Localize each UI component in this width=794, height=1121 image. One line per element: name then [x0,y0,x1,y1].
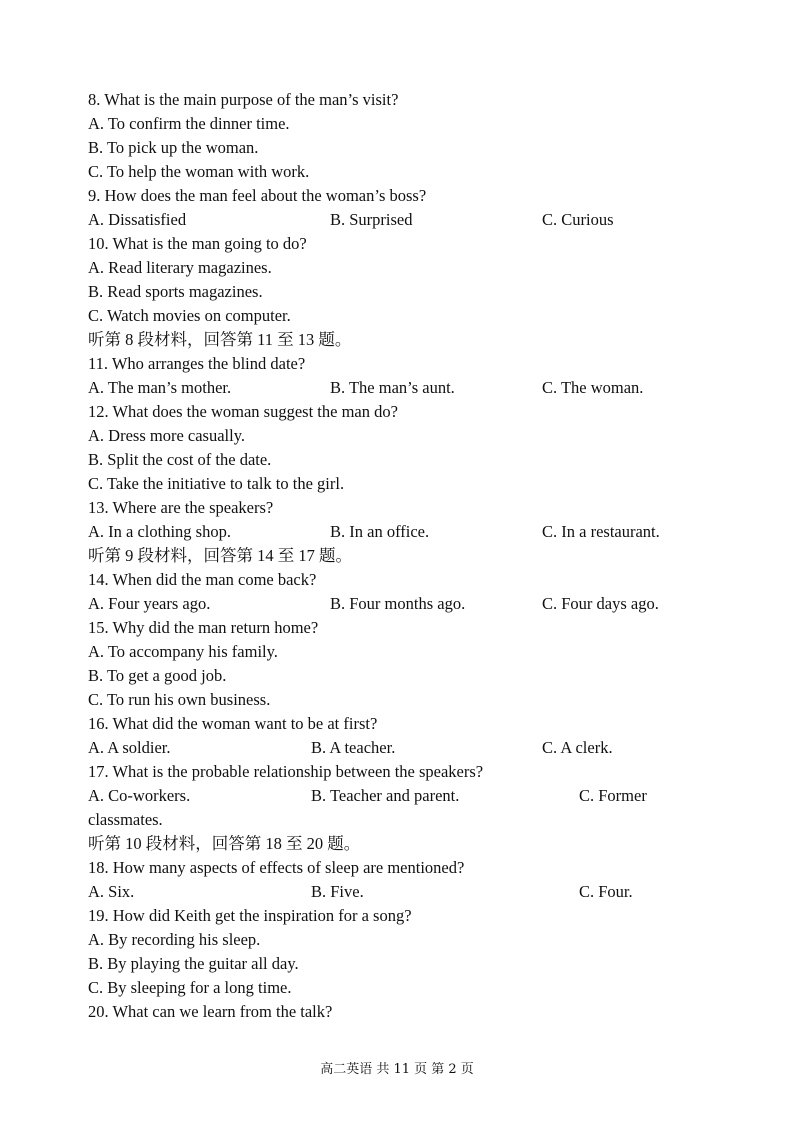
q12-option-c: C. Take the initiative to talk to the girl. [88,474,345,493]
question-19: 19. How did Keith get the inspiration for a song? [88,906,412,925]
question-11: 11. Who arranges the blind date? [88,354,306,373]
q14-option-a: A. Four years ago. [88,594,211,613]
question-10: 10. What is the man going to do? [88,234,307,253]
question-20: 20. What can we learn from the talk? [88,1002,333,1021]
question-12: 12. What does the woman suggest the man do? [88,402,398,421]
q19-option-a: A. By recording his sleep. [88,930,261,949]
question-13: 13. Where are the speakers? [88,498,274,517]
q13-option-c: C. In a restaurant. [542,522,660,541]
q15-option-b: B. To get a good job. [88,666,227,685]
question-8: 8. What is the main purpose of the man’s visit? [88,90,399,109]
question-16: 16. What did the woman want to be at first? [88,714,378,733]
q11-option-a: A. The man’s mother. [88,378,232,397]
question-14: 14. When did the man come back? [88,570,317,589]
q12-option-b: B. Split the cost of the date. [88,450,272,469]
q17-option-b: B. Teacher and parent. [311,786,460,805]
q9-option-b: B. Surprised [330,210,413,229]
q11-option-b: B. The man’s aunt. [330,378,455,397]
q14-option-c: C. Four days ago. [542,594,659,613]
page-footer: 高二英语 共 11 页 第 2 页 [320,1062,474,1077]
q11-option-c: C. The woman. [542,378,644,397]
section-9-heading: 听第 9 段材料，回答第 14 至 17 题。 [88,546,352,565]
q15-option-c: C. To run his own business. [88,690,271,709]
question-15: 15. Why did the man return home? [88,618,319,637]
q9-option-a: A. Dissatisfied [88,210,187,229]
q19-option-c: C. By sleeping for a long time. [88,978,292,997]
q16-option-b: B. A teacher. [311,738,396,757]
q13-option-b: B. In an office. [330,522,430,541]
q12-option-a: A. Dress more casually. [88,426,246,445]
q18-option-c: C. Four. [579,882,633,901]
q8-option-b: B. To pick up the woman. [88,138,259,157]
q10-option-a: A. Read literary magazines. [88,258,272,277]
q16-option-c: C. A clerk. [542,738,613,757]
question-18: 18. How many aspects of effects of sleep are mentioned? [88,858,465,877]
q8-option-c: C. To help the woman with work. [88,162,310,181]
q16-option-a: A. A soldier. [88,738,171,757]
q10-option-b: B. Read sports magazines. [88,282,263,301]
q17-option-a: A. Co-workers. [88,786,191,805]
question-9: 9. How does the man feel about the woman’s boss? [88,186,427,205]
q14-option-b: B. Four months ago. [330,594,466,613]
q18-option-b: B. Five. [311,882,364,901]
section-8-heading: 听第 8 段材料，回答第 11 至 13 题。 [88,330,352,349]
q13-option-a: A. In a clothing shop. [88,522,231,541]
q18-option-a: A. Six. [88,882,135,901]
q8-option-a: A. To confirm the dinner time. [88,114,290,133]
q19-option-b: B. By playing the guitar all day. [88,954,299,973]
q9-option-c: C. Curious [542,210,614,229]
q15-option-a: A. To accompany his family. [88,642,278,661]
question-17: 17. What is the probable relationship between the speakers? [88,762,484,781]
section-10-heading: 听第 10 段材料，回答第 18 至 20 题。 [88,834,361,853]
q17-option-c-continuation: classmates. [88,810,163,829]
q10-option-c: C. Watch movies on computer. [88,306,291,325]
q17-option-c: C. Former [579,786,647,805]
